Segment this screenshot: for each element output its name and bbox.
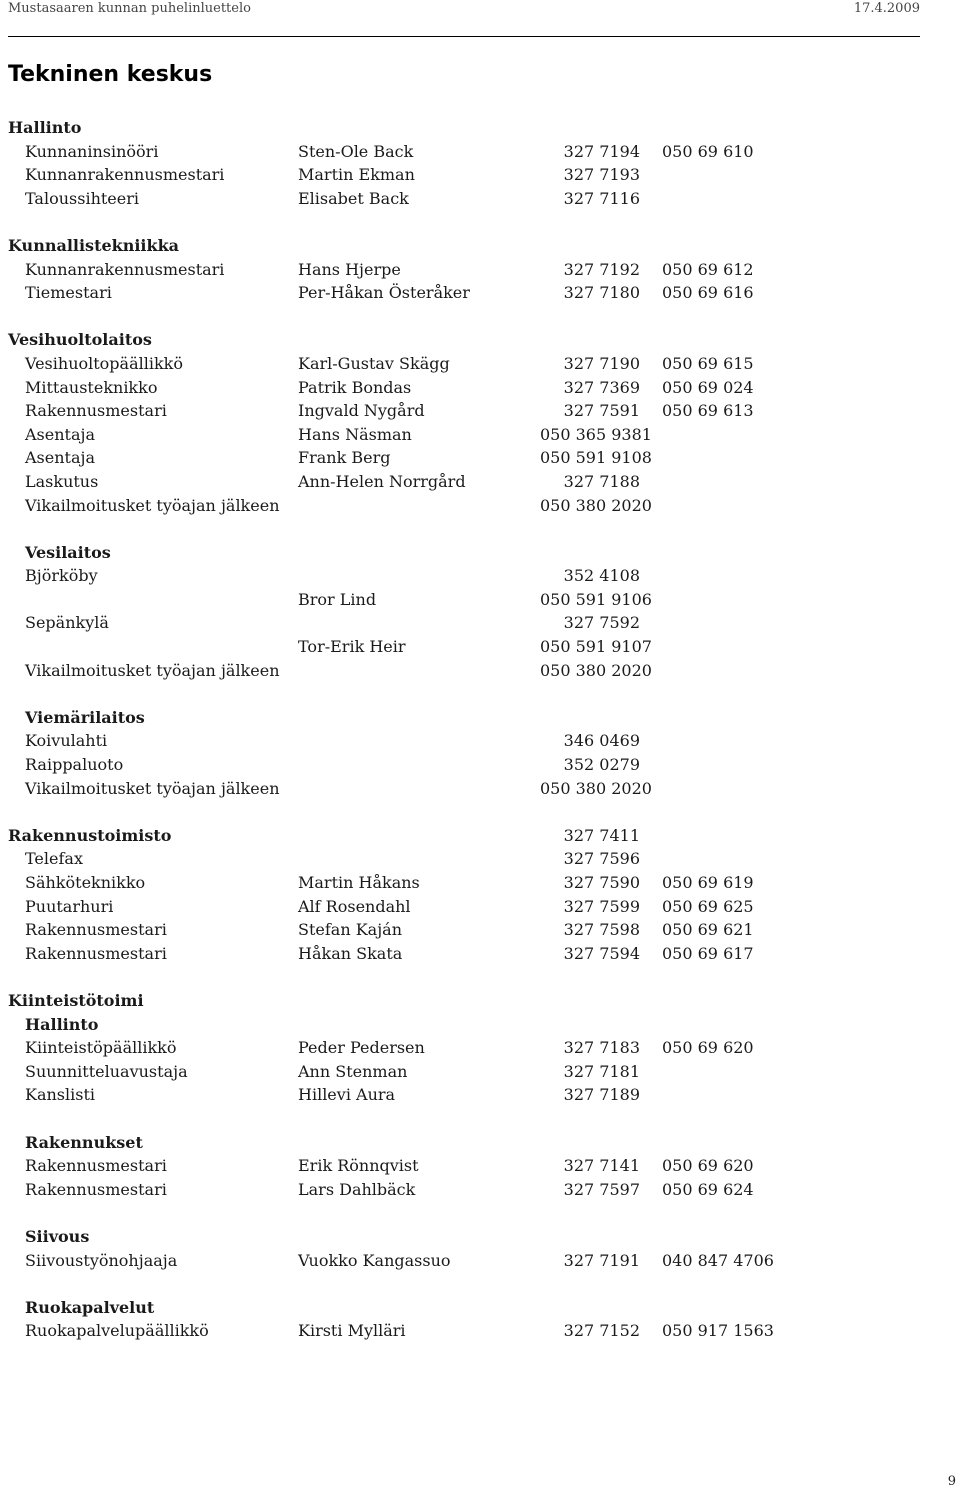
entry-phone: 327 7596 [563, 849, 640, 869]
section-heading: Rakennustoimisto [8, 825, 172, 845]
entry-title: Vesihuoltopäällikkö [25, 353, 183, 373]
section-heading-row [0, 116, 960, 140]
entry-name: Stefan Kaján [298, 920, 403, 940]
entry-title: Suunnitteluavustaja [25, 1061, 188, 1081]
entry-title: Rakennusmestari [25, 1179, 167, 1199]
directory-entry [0, 895, 960, 919]
entry-phone: 327 7194 [563, 141, 640, 161]
entry-title: Telefax [25, 849, 83, 869]
entry-phone: 050 380 2020 [540, 778, 652, 798]
entry-title: Kanslisti [25, 1085, 95, 1105]
entry-title: Puutarhuri [25, 896, 114, 916]
directory-entry [0, 729, 960, 753]
entry-phone: 352 4108 [563, 566, 640, 586]
section-gap [0, 210, 960, 234]
section-heading: Vesihuoltolaitos [8, 330, 152, 350]
entry-phone: 327 7591 [563, 401, 640, 421]
section-heading: Siivous [25, 1226, 90, 1246]
entry-phone: 327 7598 [563, 920, 640, 940]
entry-name: Vuokko Kangassuo [298, 1250, 451, 1270]
entry-name: Bror Lind [298, 589, 377, 609]
entry-name: Hans Hjerpe [298, 259, 401, 279]
section-gap [0, 682, 960, 706]
directory-entry [0, 847, 960, 871]
entry-title: Raippaluoto [25, 755, 124, 775]
entry-phone: 050 591 9106 [540, 589, 652, 609]
entry-name: Per-Håkan Österåker [298, 283, 470, 303]
entry-phone: 327 7189 [563, 1085, 640, 1105]
section-heading: Ruokapalvelut [25, 1297, 155, 1317]
entry-phone: 327 7599 [563, 896, 640, 916]
entry-mobile: 050 69 625 [662, 896, 754, 916]
directory-entry [0, 352, 960, 376]
header-divider [8, 36, 920, 37]
directory-entry [0, 659, 960, 683]
entry-mobile: 050 69 616 [662, 283, 754, 303]
directory-entry [0, 281, 960, 305]
section-gap [0, 1201, 960, 1225]
section-phone: 327 7411 [563, 825, 640, 845]
section-heading: Rakennukset [25, 1132, 143, 1152]
section-gap [0, 517, 960, 541]
entry-title: Laskutus [25, 471, 99, 491]
entry-mobile: 050 69 619 [662, 873, 754, 892]
entry-name: Alf Rosendahl [298, 896, 411, 916]
section-gap [0, 800, 960, 824]
page-title: Tekninen keskus [8, 62, 213, 87]
entry-title: Kunnanrakennusmestari [25, 165, 225, 185]
entry-phone: 327 7141 [563, 1156, 640, 1176]
entry-phone: 050 365 9381 [540, 424, 652, 444]
directory-entry [0, 611, 960, 635]
section-gap [0, 1107, 960, 1131]
directory-entry [0, 399, 960, 423]
section-heading-row [0, 1296, 960, 1320]
entry-phone: 346 0469 [563, 731, 640, 751]
entry-name: Karl-Gustav Skägg [298, 353, 450, 373]
section-heading-row [0, 1225, 960, 1249]
section-heading-row [0, 541, 960, 565]
entry-title: Rakennusmestari [25, 1156, 167, 1176]
directory-entry [0, 918, 960, 942]
entry-phone: 327 7180 [563, 283, 640, 303]
directory-list [0, 116, 960, 1343]
section-heading: Kunnallistekniikka [8, 235, 180, 255]
entry-mobile: 050 69 620 [662, 1156, 754, 1176]
entry-mobile: 050 69 621 [662, 920, 754, 940]
entry-phone: 327 7181 [563, 1061, 640, 1081]
directory-entry [0, 376, 960, 400]
directory-entry [0, 423, 960, 447]
entry-mobile: 050 69 024 [662, 377, 754, 397]
directory-entry [0, 588, 960, 612]
entry-phone: 327 7183 [563, 1038, 640, 1058]
entry-name: Ann-Helen Norrgård [298, 471, 466, 491]
entry-mobile: 050 917 1563 [662, 1321, 774, 1341]
directory-entry [0, 258, 960, 282]
section-gap [0, 1272, 960, 1296]
entry-title: Mittausteknikko [25, 377, 158, 397]
entry-phone: 327 7597 [563, 1179, 640, 1199]
entry-title: Asentaja [25, 424, 96, 444]
entry-phone: 327 7190 [563, 353, 640, 373]
directory-entry [0, 871, 960, 895]
entry-title: Björköby [25, 566, 98, 586]
entry-phone: 327 7116 [563, 188, 640, 208]
entry-name: Ann Stenman [298, 1061, 408, 1081]
entry-title: Tiemestari [25, 283, 112, 303]
directory-entry [0, 494, 960, 518]
section-heading-row [0, 328, 960, 352]
section-heading: Kiinteistötoimi [8, 990, 144, 1010]
directory-entry [0, 1154, 960, 1178]
entry-phone: 050 591 9108 [540, 448, 652, 468]
entry-title: Siivoustyönohjaaja [25, 1250, 178, 1270]
entry-phone: 050 380 2020 [540, 660, 652, 680]
section-heading-row [0, 234, 960, 258]
directory-entry [0, 470, 960, 494]
entry-name: Kirsti Mylläri [298, 1321, 406, 1341]
entry-phone: 327 7192 [563, 259, 640, 279]
entry-name: Hans Näsman [298, 424, 412, 444]
section-heading: Vesilaitos [25, 542, 111, 562]
entry-phone: 050 380 2020 [540, 495, 652, 515]
document-title: Mustasaaren kunnan puhelinluettelo [8, 1, 251, 16]
entry-mobile: 050 69 624 [662, 1179, 754, 1199]
directory-entry [0, 140, 960, 164]
entry-name: Elisabet Back [298, 188, 409, 208]
directory-entry [0, 1249, 960, 1273]
section-heading-row [0, 1131, 960, 1155]
entry-name: Sten-Ole Back [298, 141, 414, 161]
entry-phone: 327 7369 [563, 377, 640, 397]
page-number: 9 [947, 1474, 956, 1489]
entry-phone: 327 7592 [563, 613, 640, 633]
entry-name: Martin Ekman [298, 165, 415, 185]
directory-entry [0, 753, 960, 777]
entry-title: Sähköteknikko [25, 873, 146, 892]
directory-entry [0, 446, 960, 470]
directory-entry [0, 1036, 960, 1060]
entry-name: Frank Berg [298, 448, 391, 468]
entry-title: Kiinteistöpäällikkö [25, 1038, 177, 1058]
directory-entry [0, 1083, 960, 1107]
entry-name: Patrik Bondas [298, 377, 412, 397]
entry-title: Vikailmoitusket työajan jälkeen [25, 660, 280, 680]
entry-phone: 327 7590 [563, 873, 640, 892]
entry-phone: 352 0279 [563, 755, 640, 775]
entry-mobile: 050 69 612 [662, 259, 754, 279]
entry-mobile: 050 69 613 [662, 401, 754, 421]
section-gap [0, 965, 960, 989]
entry-phone: 327 7188 [563, 471, 640, 491]
entry-name: Lars Dahlbäck [298, 1179, 416, 1199]
subsection-heading-row [0, 1013, 960, 1037]
entry-mobile: 050 69 610 [662, 141, 754, 161]
section-gap [0, 305, 960, 329]
entry-title: Kunnanrakennusmestari [25, 259, 225, 279]
entry-title: Ruokapalvelupäällikkö [25, 1321, 209, 1341]
entry-title: Rakennusmestari [25, 401, 167, 421]
directory-entry [0, 777, 960, 801]
entry-name: Hillevi Aura [298, 1085, 396, 1105]
section-heading: Viemärilaitos [25, 707, 145, 727]
directory-entry [0, 1060, 960, 1084]
entry-phone: 327 7594 [563, 943, 640, 963]
entry-phone: 327 7193 [563, 165, 640, 185]
entry-title: Rakennusmestari [25, 920, 167, 940]
entry-phone: 327 7152 [563, 1321, 640, 1341]
entry-name: Tor-Erik Heir [298, 637, 406, 657]
entry-mobile: 040 847 4706 [662, 1250, 774, 1270]
entry-name: Martin Håkans [298, 873, 420, 892]
entry-title: Asentaja [25, 448, 96, 468]
section-heading-row [0, 706, 960, 730]
directory-entry [0, 1319, 960, 1343]
section-heading-row [0, 824, 960, 848]
page-header [8, 0, 920, 20]
entry-name: Håkan Skata [298, 943, 403, 963]
entry-title: Rakennusmestari [25, 943, 167, 963]
entry-mobile: 050 69 615 [662, 353, 754, 373]
directory-entry [0, 163, 960, 187]
section-heading-row [0, 989, 960, 1013]
entry-title: Taloussihteeri [25, 188, 139, 208]
entry-phone: 327 7191 [563, 1250, 640, 1270]
entry-title: Koivulahti [25, 731, 108, 751]
entry-name: Peder Pedersen [298, 1038, 425, 1058]
entry-name: Erik Rönnqvist [298, 1156, 419, 1176]
directory-entry [0, 1178, 960, 1202]
entry-mobile: 050 69 620 [662, 1038, 754, 1058]
directory-entry [0, 187, 960, 211]
entry-title: Kunnaninsinööri [25, 141, 159, 161]
entry-mobile: 050 69 617 [662, 943, 754, 963]
directory-entry [0, 942, 960, 966]
section-heading: Hallinto [8, 118, 82, 137]
entry-title: Vikailmoitusket työajan jälkeen [25, 778, 280, 798]
entry-phone: 050 591 9107 [540, 637, 652, 657]
entry-title: Sepänkylä [25, 613, 109, 633]
entry-name: Ingvald Nygård [298, 401, 425, 421]
document-date: 17.4.2009 [853, 1, 920, 16]
directory-entry [0, 635, 960, 659]
directory-entry [0, 564, 960, 588]
entry-title: Vikailmoitusket työajan jälkeen [25, 495, 280, 515]
subsection-heading: Hallinto [25, 1014, 99, 1034]
